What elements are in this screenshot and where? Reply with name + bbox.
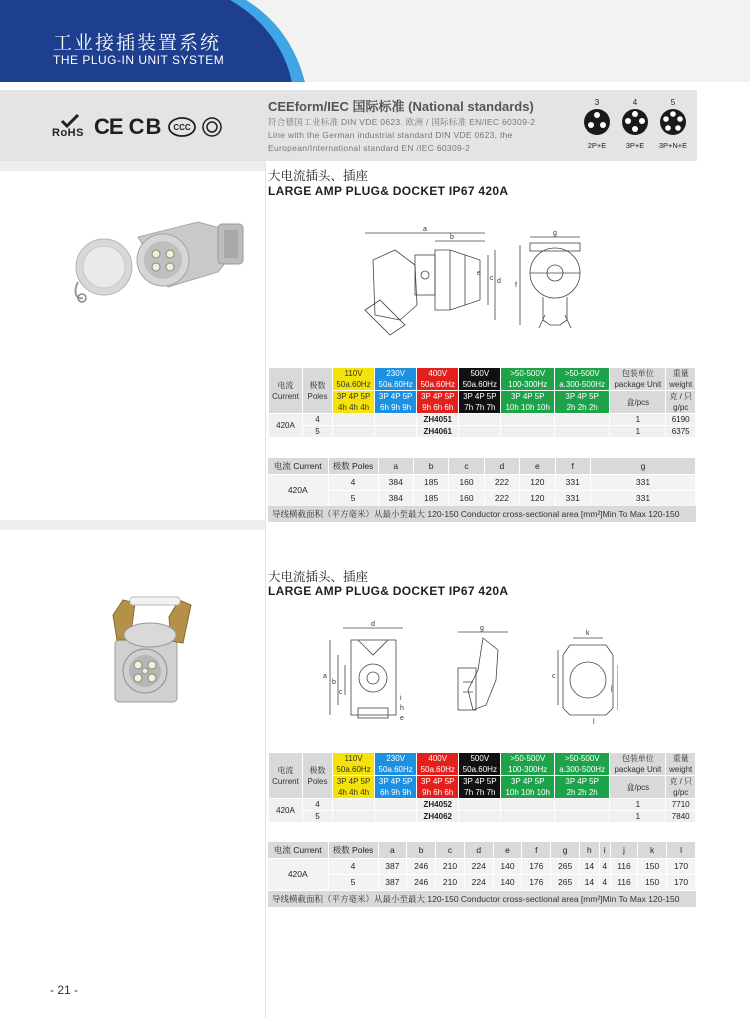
hdr-400v: 400V 50a.60Hz	[417, 368, 459, 391]
column-divider	[265, 161, 266, 1018]
cb-logo: CB	[128, 114, 163, 139]
hdr-weight: 重量 weight	[666, 368, 696, 391]
page-number: - 21 -	[50, 983, 79, 997]
header-title-en: THE PLUG-IN UNIT SYSTEM	[53, 53, 225, 67]
svg-text:h: h	[400, 705, 404, 712]
pin-5: 5 3P+N+E	[658, 98, 688, 150]
page-header	[0, 0, 750, 82]
header-title-cn: 工业接插装置系统	[53, 33, 222, 54]
section2-dimension-table: 电流 Current 极数 Poles a b c d e f g h i j k l 420A 4 387 246 210 224 140 176 265 14 4 116 150 170 5 387 246 210 224 140 176 265 14 4 116 150 170	[268, 842, 696, 891]
hdr-500v: 500V 50a.60Hz	[459, 368, 501, 391]
product-photo-plug	[68, 212, 248, 312]
dim-label-c: c	[490, 275, 494, 282]
standards-title: CEEform/IEC 国际标准 (National standards)	[268, 99, 534, 114]
section2-title-en: LARGE AMP PLUG& DOCKET IP67 420A	[268, 584, 509, 598]
table-row: 420A 4 ZH4051 1 6190	[269, 414, 696, 426]
product-photo-socket	[105, 595, 200, 705]
dim-label-g: g	[553, 230, 557, 237]
table-row: 420A 4 387 246 210 224 140 176 265 14 4 116 150 170	[268, 858, 696, 874]
section2-spec-table: 电流 Current 极数 Poles 110V 50a.60Hz 230V 50a.60Hz 400V 50a.60Hz 500V 50a.60Hz >50-500V 100-300Hz >50-500V a.300-500Hz 包装单位 package Unit 重量 weight 3P 4P 5P 4h 4h 4h 3P 4P 5P 6h 9h 9h 3P 4P 5P 9h 6h 6h 3P 4P 5P 7h 7h 7h 3P 4P 5P 10h 10h 10h 3P 4P 5P 2h 2h 2h 盒/pcs 克 / 只 g/pc 420A 4 ZH4052 1 7710 5 ZH4062 1 7840	[268, 752, 696, 823]
dim-label-a: a	[423, 226, 427, 233]
technical-drawing-2	[318, 620, 618, 725]
svg-text:a: a	[323, 673, 327, 680]
ce-logo: CE	[94, 114, 123, 139]
svg-text:d: d	[371, 621, 375, 628]
hdr-110v: 110V 50a.60Hz	[333, 368, 375, 391]
table-row: 5 ZH4062 1 7840	[269, 811, 696, 823]
section2-wire-note: 导线横截面积（平方毫米）从最小至最大 120-150 Conductor cross-sectional area [mm²]Min To Max 120-150	[268, 891, 696, 907]
section1-spec-table: 电流 Current 极数 Poles 110V 50a.60Hz 230V 50a.60Hz 400V 50a.60Hz 500V 50a.60Hz >50-500V 100-300Hz >50-500V a.300-500Hz 包装单位 package Unit 重量 weight 3P 4P 5P 4h 4h 4h 3P 4P 5P 6h 9h 9h 3P 4P 5P 9h 6h 6h 3P 4P 5P 7h 7h 7h 3P 4P 5P 10h 10h 10h 3P 4P 5P 2h 2h 2h 盒/pcs 克 / 只 g/pc 420A 4 ZH4051 1 6190 5 ZH4061 1 6375	[268, 367, 696, 438]
ccc-logo	[168, 117, 196, 137]
svg-text:c: c	[339, 689, 343, 696]
table-row: 420A 4 ZH4052 1 7710	[269, 799, 696, 811]
dim-label-b: b	[450, 234, 454, 241]
cert-logos	[52, 114, 222, 140]
hdr-current: 电流 Current	[269, 368, 303, 414]
svg-text:k: k	[586, 630, 590, 637]
left-band-2	[0, 520, 265, 530]
svg-text:l: l	[593, 719, 595, 725]
hdr-50-500v-a: >50-500V 100-300Hz	[501, 368, 555, 391]
hdr-230v: 230V 50a.60Hz	[375, 368, 417, 391]
pin-4: 4 3P+E	[620, 98, 650, 150]
dim-label-d: d	[497, 278, 501, 285]
dim-label-e: e	[477, 270, 481, 277]
svg-text:e: e	[400, 715, 404, 722]
section1-title-en: LARGE AMP PLUG& DOCKET IP67 420A	[268, 184, 509, 198]
section1-title-cn: 大电流插头、插座	[268, 169, 369, 183]
standards-text: 符合德国工业标准 DIN VDE 0623. 欧洲 / 国际标准 EN/IEC 60309-2 Line with the German industrial standard DIN VDE 0623, the European/International standard EN /IEC 60309-2	[268, 117, 536, 153]
hdr-poles: 极数 Poles	[303, 368, 333, 414]
left-band-1	[0, 161, 265, 171]
dim-label-f: f	[515, 282, 517, 289]
table-row: 420A 4 384 185 160 222 120 331 331	[268, 474, 696, 490]
svg-text:g: g	[480, 625, 484, 632]
rohs-logo: RoHS	[52, 114, 88, 140]
section1-wire-note: 导线横截面积（平方毫米）从最小至最大 120-150 Conductor cross-sectional area [mm²]Min To Max 120-150	[268, 506, 696, 522]
pin-configurations	[582, 98, 688, 150]
pin-3: 3 2P+E	[582, 98, 612, 150]
table-row: 5 384 185 160 222 120 331 331	[268, 490, 696, 506]
svg-text:CCC: CCC	[173, 123, 192, 132]
table-row: 5 ZH4061 1 6375	[269, 426, 696, 438]
hdr-50-500v-b: >50-500V a.300-500Hz	[555, 368, 610, 391]
section2-title-cn: 大电流插头、插座	[268, 570, 369, 584]
svg-text:j: j	[611, 685, 613, 692]
svg-text:i: i	[400, 695, 402, 702]
technical-drawing-1	[355, 225, 605, 345]
hdr-pack: 包装单位 package Unit	[610, 368, 666, 391]
section1-dimension-table: 电流 Current 极数 Poles a b c d e f g 420A 4 384 185 160 222 120 331 331 5 384 185 160 222 120 331 331	[268, 458, 696, 507]
svg-text:c: c	[552, 673, 556, 680]
svg-text:b: b	[332, 679, 336, 686]
seal-icon	[202, 117, 222, 137]
table-row: 5 387 246 210 224 140 176 265 14 4 116 150 170	[268, 874, 696, 890]
